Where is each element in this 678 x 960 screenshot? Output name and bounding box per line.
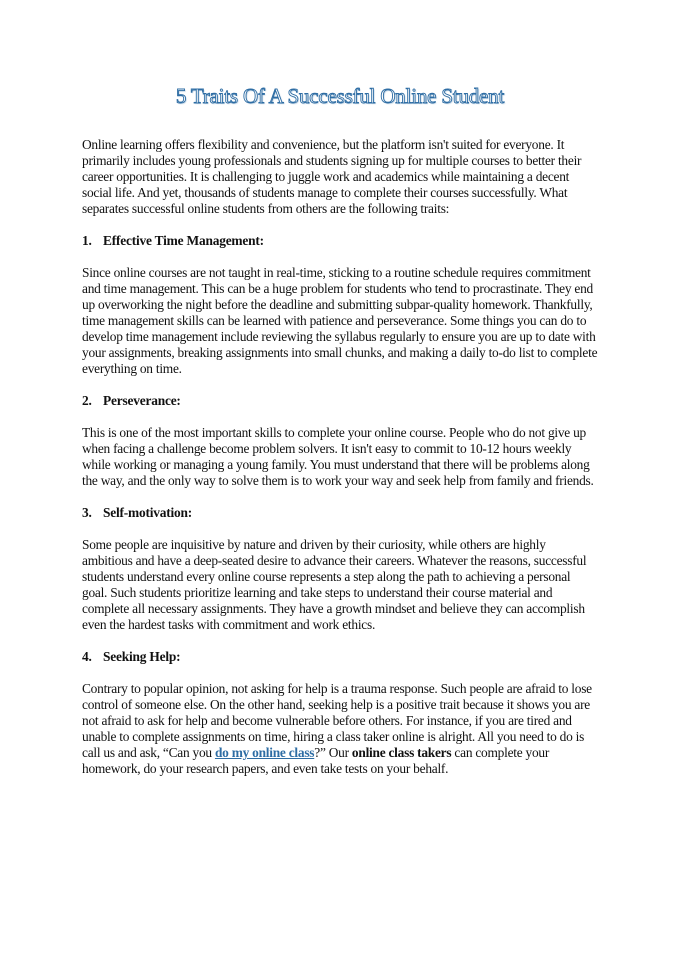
section-body-time-management: Since online courses are not taught in real-time, sticking to a routine schedule requires commitment and time management. This can be a huge problem for students who tend to procrastinate. They end up overworking the night before the deadline and submitting subpar-quality homework. Thankfully, time management skills can be learned with patience and perseverance. Some things you can do to develop time management include reviewing the syllabus regularly to ensure you are up to date with your assignments, breaking assignments into small chunks, and making a daily to-do list to complete everything on time. <box>82 265 598 376</box>
section-heading-text: Self-motivation: <box>103 505 193 520</box>
section-number: 2. <box>82 393 92 408</box>
section-heading-text: Seeking Help: <box>103 649 181 664</box>
intro-paragraph: Online learning offers flexibility and convenience, but the platform isn't suited for everyone. It primarily includes young professionals and students signing up for multiple courses to better their career opportunities. It is challenging to juggle work and academics while maintaining a decent social life. And yet, thousands of students manage to complete their courses successfully. What separates successful online students from others are the following traits: <box>82 137 582 216</box>
do-my-online-class-link[interactable]: do my online class <box>214 745 315 760</box>
section-heading-seeking-help <box>82 649 598 665</box>
section-body-self-motivation: Some people are inquisitive by nature and driven by their curiosity, while others are highly ambitious and have a deep-seated desire to advance their careers. Whatever the reasons, successful students understand every online course represents a step along the path to achieving a personal goal. Such students prioritize learning and take steps to understand their course material and complete all necessary assignments. They have a growth mindset and believe they can accomplish even the hardest tasks with commitment and work ethics. <box>82 537 587 632</box>
section-heading-text: Perseverance: <box>103 393 181 408</box>
section-heading-time-management <box>82 233 598 249</box>
section-number: 3. <box>82 505 92 520</box>
body-text: can complete your homework, do your research papers, and even take tests on your behalf. <box>82 745 550 776</box>
document-title: 5 Traits Of A Successful Online Student <box>175 84 505 108</box>
section-body-perseverance: This is one of the most important skills to complete your online course. People who do not give up when facing a challenge become problem solvers. It isn't easy to commit to 10-12 hours weekly while working or managing a young family. You must understand that there will be problems along the way, and the only way to solve them is to work your way and seek help from family and friends. <box>82 425 594 488</box>
section-number: 4. <box>82 649 92 664</box>
section-heading-self-motivation <box>82 505 598 521</box>
section-heading-text: Effective Time Management: <box>103 233 264 248</box>
document-page <box>82 84 598 793</box>
body-text: ?” Our <box>314 745 352 760</box>
section-number: 1. <box>82 233 92 248</box>
section-heading-perseverance <box>82 393 598 409</box>
bold-text: online class takers <box>351 745 452 760</box>
section-body-seeking-help <box>82 681 598 777</box>
body-text: Contrary to popular opinion, not asking for help is a trauma response. Such people are afraid to lose control of someone else. On the other hand, seeking help is a positive trait because it shows you are not afraid to ask for help and become vulnerable before others. For instance, if you are tired and unable to complete assignments on time, hiring a class taker online is alright. All you need to do is call us and ask, “Can you <box>82 681 592 760</box>
